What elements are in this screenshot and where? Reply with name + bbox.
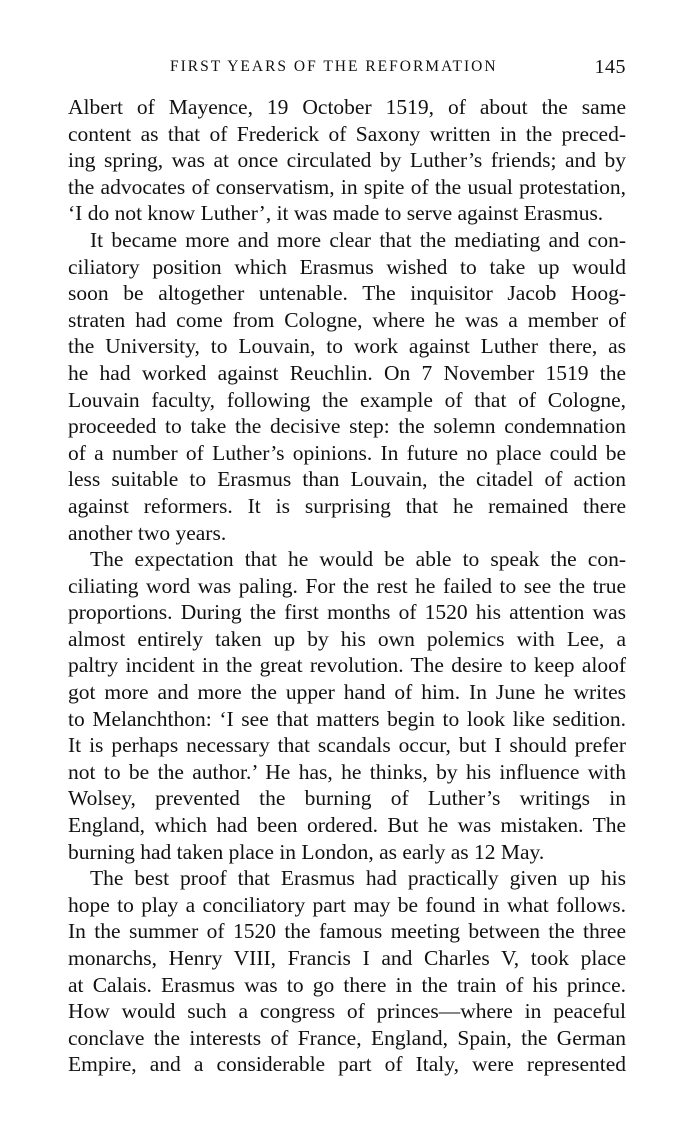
text-line: ciliating word was paling. For the rest he failed to see the true xyxy=(68,573,626,598)
text-line: Wolsey, prevented the burning of Luther’s writings in xyxy=(68,786,626,811)
text-line: at Calais. Erasmus was to go there in the train of his prince. xyxy=(68,972,626,997)
text-line: against reformers. It is surprising that he remained there xyxy=(68,493,626,518)
text-line: proportions. During the first months of 1520 his attention was xyxy=(68,600,626,625)
text-line: he had worked against Reuchlin. On 7 November 1519 the xyxy=(68,360,626,385)
running-title: FIRST YEARS OF THE REFORMATION xyxy=(170,58,498,75)
page-number: 145 xyxy=(594,56,626,78)
text-line: to Melanchthon: ‘I see that matters begin to look like sedition. xyxy=(68,706,626,731)
text-line: conclave the interests of France, England, Spain, the German xyxy=(68,1025,626,1050)
text-line: ing spring, was at once circulated by Luther’s friends; and by xyxy=(68,148,626,173)
text-line: Louvain faculty, following the example of that of Cologne, xyxy=(68,387,626,412)
text-line: less suitable to Erasmus than Louvain, the citadel of action xyxy=(68,467,626,492)
text-line: ‘I do not know Luther’, it was made to serve against Erasmus. xyxy=(68,201,604,226)
text-line: another two years. xyxy=(68,520,227,545)
text-line: It became more and more clear that the mediating and con- xyxy=(90,227,626,252)
text-line: not to be the author.’ He has, he thinks, by his influence with xyxy=(68,759,626,784)
text-line: England, which had been ordered. But he was mistaken. The xyxy=(68,813,626,838)
text-line: ciliatory position which Erasmus wished to take up would xyxy=(68,254,626,279)
text-line: How would such a congress of princes—where in peaceful xyxy=(68,999,626,1024)
text-line: almost entirely taken up by his own polemics with Lee, a xyxy=(68,626,626,651)
text-line: got more and more the upper hand of him. In June he writes xyxy=(68,680,626,705)
running-head xyxy=(68,56,626,84)
text-line: proceeded to take the decisive step: the solemn condemnation xyxy=(68,414,626,439)
text-line: content as that of Frederick of Saxony written in the preced- xyxy=(68,121,626,146)
text-line: hope to play a conciliatory part may be found in what follows. xyxy=(68,892,626,917)
text-line: burning had taken place in London, as early as 12 May. xyxy=(68,839,545,864)
text-line: soon be altogether untenable. The inquisitor Jacob Hoog- xyxy=(68,281,626,306)
body-text xyxy=(68,94,626,1078)
text-line: the advocates of conservatism, in spite of the usual protestation, xyxy=(68,174,626,199)
text-line: Albert of Mayence, 19 October 1519, of about the same xyxy=(68,95,626,119)
text-line: The expectation that he would be able to speak the con- xyxy=(90,547,626,572)
text-line: the University, to Louvain, to work against Luther there, as xyxy=(68,334,626,359)
text-line: Empire, and a considerable part of Italy, were represented xyxy=(68,1052,626,1077)
text-line: It is perhaps necessary that scandals occur, but I should prefer xyxy=(68,733,626,758)
text-line: paltry incident in the great revolution. The desire to keep aloof xyxy=(68,653,626,678)
text-line: straten had come from Cologne, where he was a member of xyxy=(68,307,626,332)
text-line: The best proof that Erasmus had practically given up his xyxy=(90,866,626,891)
text-line: of a number of Luther’s opinions. In future no place could be xyxy=(68,440,626,465)
text-line: monarchs, Henry VIII, Francis I and Charles V, took place xyxy=(68,946,626,970)
book-page xyxy=(68,56,626,1078)
text-line: In the summer of 1520 the famous meeting between the three xyxy=(68,919,626,944)
